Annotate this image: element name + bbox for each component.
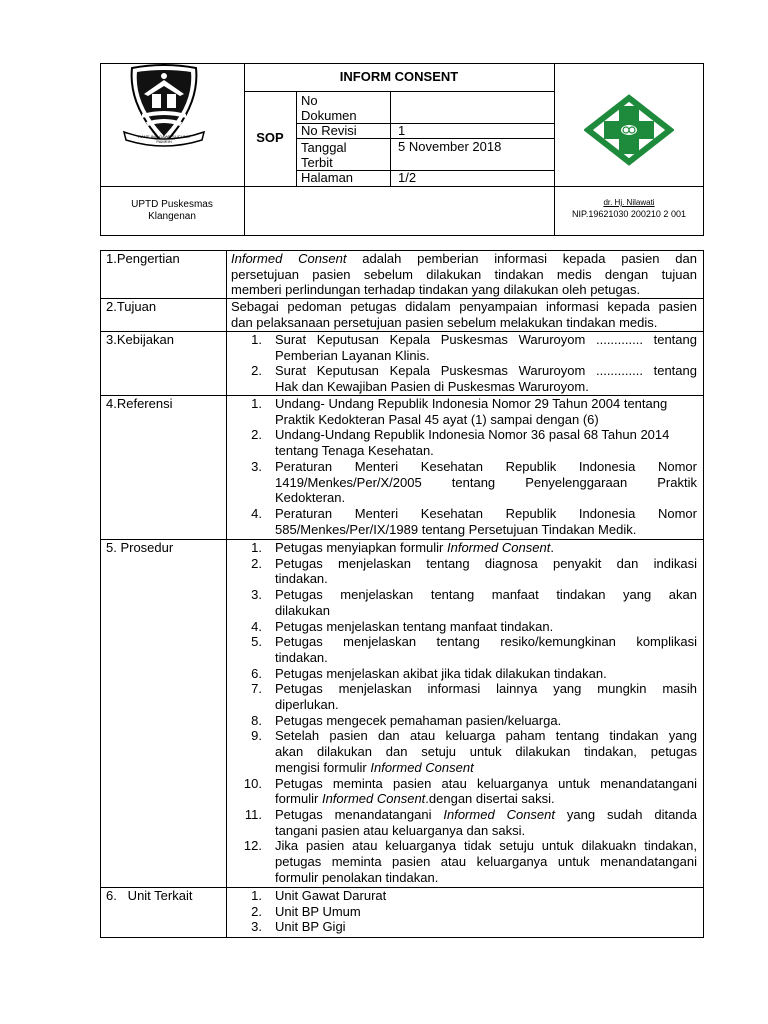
unit-terkait-item: Unit BP Gigi [275, 919, 346, 935]
prosedur-item: Petugas menjelaskan tentang resiko/kemungkinan komplikasi tindakan. [275, 634, 697, 665]
prosedur-number: 6. [251, 665, 262, 681]
prosedur-item: Petugas menjelaskan informasi lainnya yang mungkin masih diperlukan. [275, 681, 697, 712]
header-divider [100, 186, 704, 187]
org-name-line1: UPTD Puskesmas [131, 199, 213, 210]
prosedur-number: 11. [244, 806, 262, 822]
prosedur-number: 10. [243, 775, 262, 791]
header-row-line [244, 91, 554, 92]
prosedur-number: 12. [243, 838, 262, 854]
meta-label-no-dokumen: No Dokumen [301, 93, 357, 123]
unit-terkait-item: Unit BP Umum [275, 903, 361, 919]
pengertian-line: persetujuan pasien sebelum dilakukan tindakan medis dengan tujuan [231, 266, 697, 282]
meta-value-no-revisi: 1 [398, 123, 406, 138]
kebijakan-item: Surat Keputusan Kepala Puskesmas Waruroyom ............. tentang Hak dan Kewajiban Pasien di Puskesmas Waruroyom. [275, 363, 697, 395]
prosedur-number: 8. [251, 712, 262, 728]
referensi-number: 3. [251, 458, 262, 474]
pengertian-italic-term: Informed Consent [231, 251, 347, 266]
kebijakan-item: Surat Keputusan Kepala Puskesmas Waruroyom ............. tentang Pemberian Layanan Klinis. [275, 332, 697, 363]
section-label-pengertian: 1.Pengertian [106, 251, 180, 266]
tujuan-line: dan pelaksanaan persetujuan pasien sebelum melakukan tindakan medis. [231, 314, 658, 330]
referensi-item: Undang- Undang Republik Indonesia Nomor 29 Tahun 2004 tentang Praktik Kedokteran Pasal 45 ayat (1) sampai dengan (6) [275, 396, 668, 427]
meta-label-tanggal-terbit: Tanggal Terbit [301, 140, 347, 170]
prosedur-number: 4. [251, 618, 262, 634]
prosedur-number: 5. [251, 634, 262, 650]
prosedur-number: 2. [251, 555, 262, 571]
meta-value-tanggal-terbit: 5 November 2018 [398, 139, 502, 154]
tujuan-line: Sebagai pedoman petugas didalam penyampaian informasi kepada pasien [231, 299, 697, 314]
signer-name: dr. Hj. Nilawati [603, 198, 655, 207]
section-label-tujuan: 2.Tujuan [106, 299, 157, 314]
org-name-line2: Klangenan [148, 211, 196, 222]
prosedur-item: Petugas menjelaskan tentang manfaat tindakan yang akan dilakukan [275, 587, 697, 618]
tujuan-text [231, 299, 697, 330]
content-col-line [226, 250, 227, 938]
meta-label-halaman: Halaman [301, 170, 354, 185]
pengertian-line: adalah pemberian informasi kepada pasien dan [362, 251, 697, 266]
meta-value-halaman: 1/2 [398, 170, 417, 185]
prosedur-number: 1. [251, 540, 262, 555]
prosedur-item: Petugas meminta pasien atau keluarganya untuk menandatangani formulir Informed Consent.dengan disertai saksi. [275, 775, 697, 807]
referensi-item: Peraturan Menteri Kesehatan Republik Indonesia Nomor 1419/Menkes/Per/X/2005 tentang Penyelenggaraan Praktik Kedokteran. [275, 458, 697, 506]
prosedur-item: Petugas mengecek pemahaman pasien/keluarga. [275, 712, 562, 728]
prosedur-number: 7. [251, 681, 262, 697]
referensi-number: 4. [251, 505, 262, 521]
prosedur-number: 9. [251, 728, 262, 744]
prosedur-item: Petugas menandatangani Informed Consent yang sudah ditanda tangani pasien atau keluarganya dan saksi. [275, 806, 697, 838]
prosedur-item: Petugas menjelaskan tentang diagnosa penyakit dan indikasi tindakan. [275, 555, 697, 587]
regency-logo [122, 64, 206, 148]
section-label-prosedur: 5. Prosedur [106, 540, 174, 555]
prosedur-item: Petugas menyiapkan formulir Informed Consent. [275, 540, 554, 555]
section-label-kebijakan: 3.Kebijakan [106, 332, 174, 347]
referensi-number: 2. [251, 427, 262, 443]
header-col-line [244, 63, 245, 236]
prosedur-item: Jika pasien atau keluarganya tidak setuju untuk dilakuakn tindakan, petugas meminta pasien atau keluarganya untuk menandatangani formulir penolakan tindakan. [275, 838, 697, 885]
sop-label: SOP [256, 130, 284, 145]
logo-motto: RAME ING GAWE SUCI ING PAMRIH [138, 134, 190, 144]
unit-terkait-number: 3. [251, 919, 262, 935]
unit-terkait-number: 1. [251, 888, 262, 903]
pengertian-text [231, 251, 697, 298]
prosedur-item: Petugas menjelaskan tentang manfaat tindakan. [275, 618, 554, 634]
section-label-referensi: 4.Referensi [106, 396, 173, 411]
prosedur-item: Petugas menjelaskan akibat jika tidak dilakukan tindakan. [275, 665, 607, 681]
prosedur-number: 3. [251, 587, 262, 603]
referensi-item: Undang-Undang Republik Indonesia Nomor 36 pasal 68 Tahun 2014 tentang Tenaga Kesehatan. [275, 427, 670, 459]
kebijakan-number: 1. [251, 332, 262, 347]
puskesmas-logo [584, 94, 674, 166]
section-label-unit-terkait: 6. Unit Terkait [106, 888, 193, 903]
unit-terkait-item: Unit Gawat Darurat [275, 888, 387, 903]
signer-nip: NIP.19621030 200210 2 001 [572, 209, 686, 219]
kebijakan-number: 2. [251, 363, 262, 379]
meta-label-no-revisi: No Revisi [301, 123, 357, 138]
unit-terkait-number: 2. [251, 903, 262, 919]
pengertian-line: memberi perlindungan terhadap tindakan yang dilakukan oleh petugas. [231, 282, 641, 298]
referensi-item: Peraturan Menteri Kesehatan Republik Indonesia Nomor 585/Menkes/Per/IX/1989 tentang Persetujuan Tindakan Medik. [275, 505, 697, 537]
prosedur-item: Setelah pasien dan atau keluarga paham tentang tindakan yang akan dilakukan dan setuju untuk dilakukan tindakan, petugas mengisi formulir Informed Consent [275, 728, 697, 775]
referensi-number: 1. [251, 396, 262, 411]
document-title: INFORM CONSENT [339, 69, 459, 84]
